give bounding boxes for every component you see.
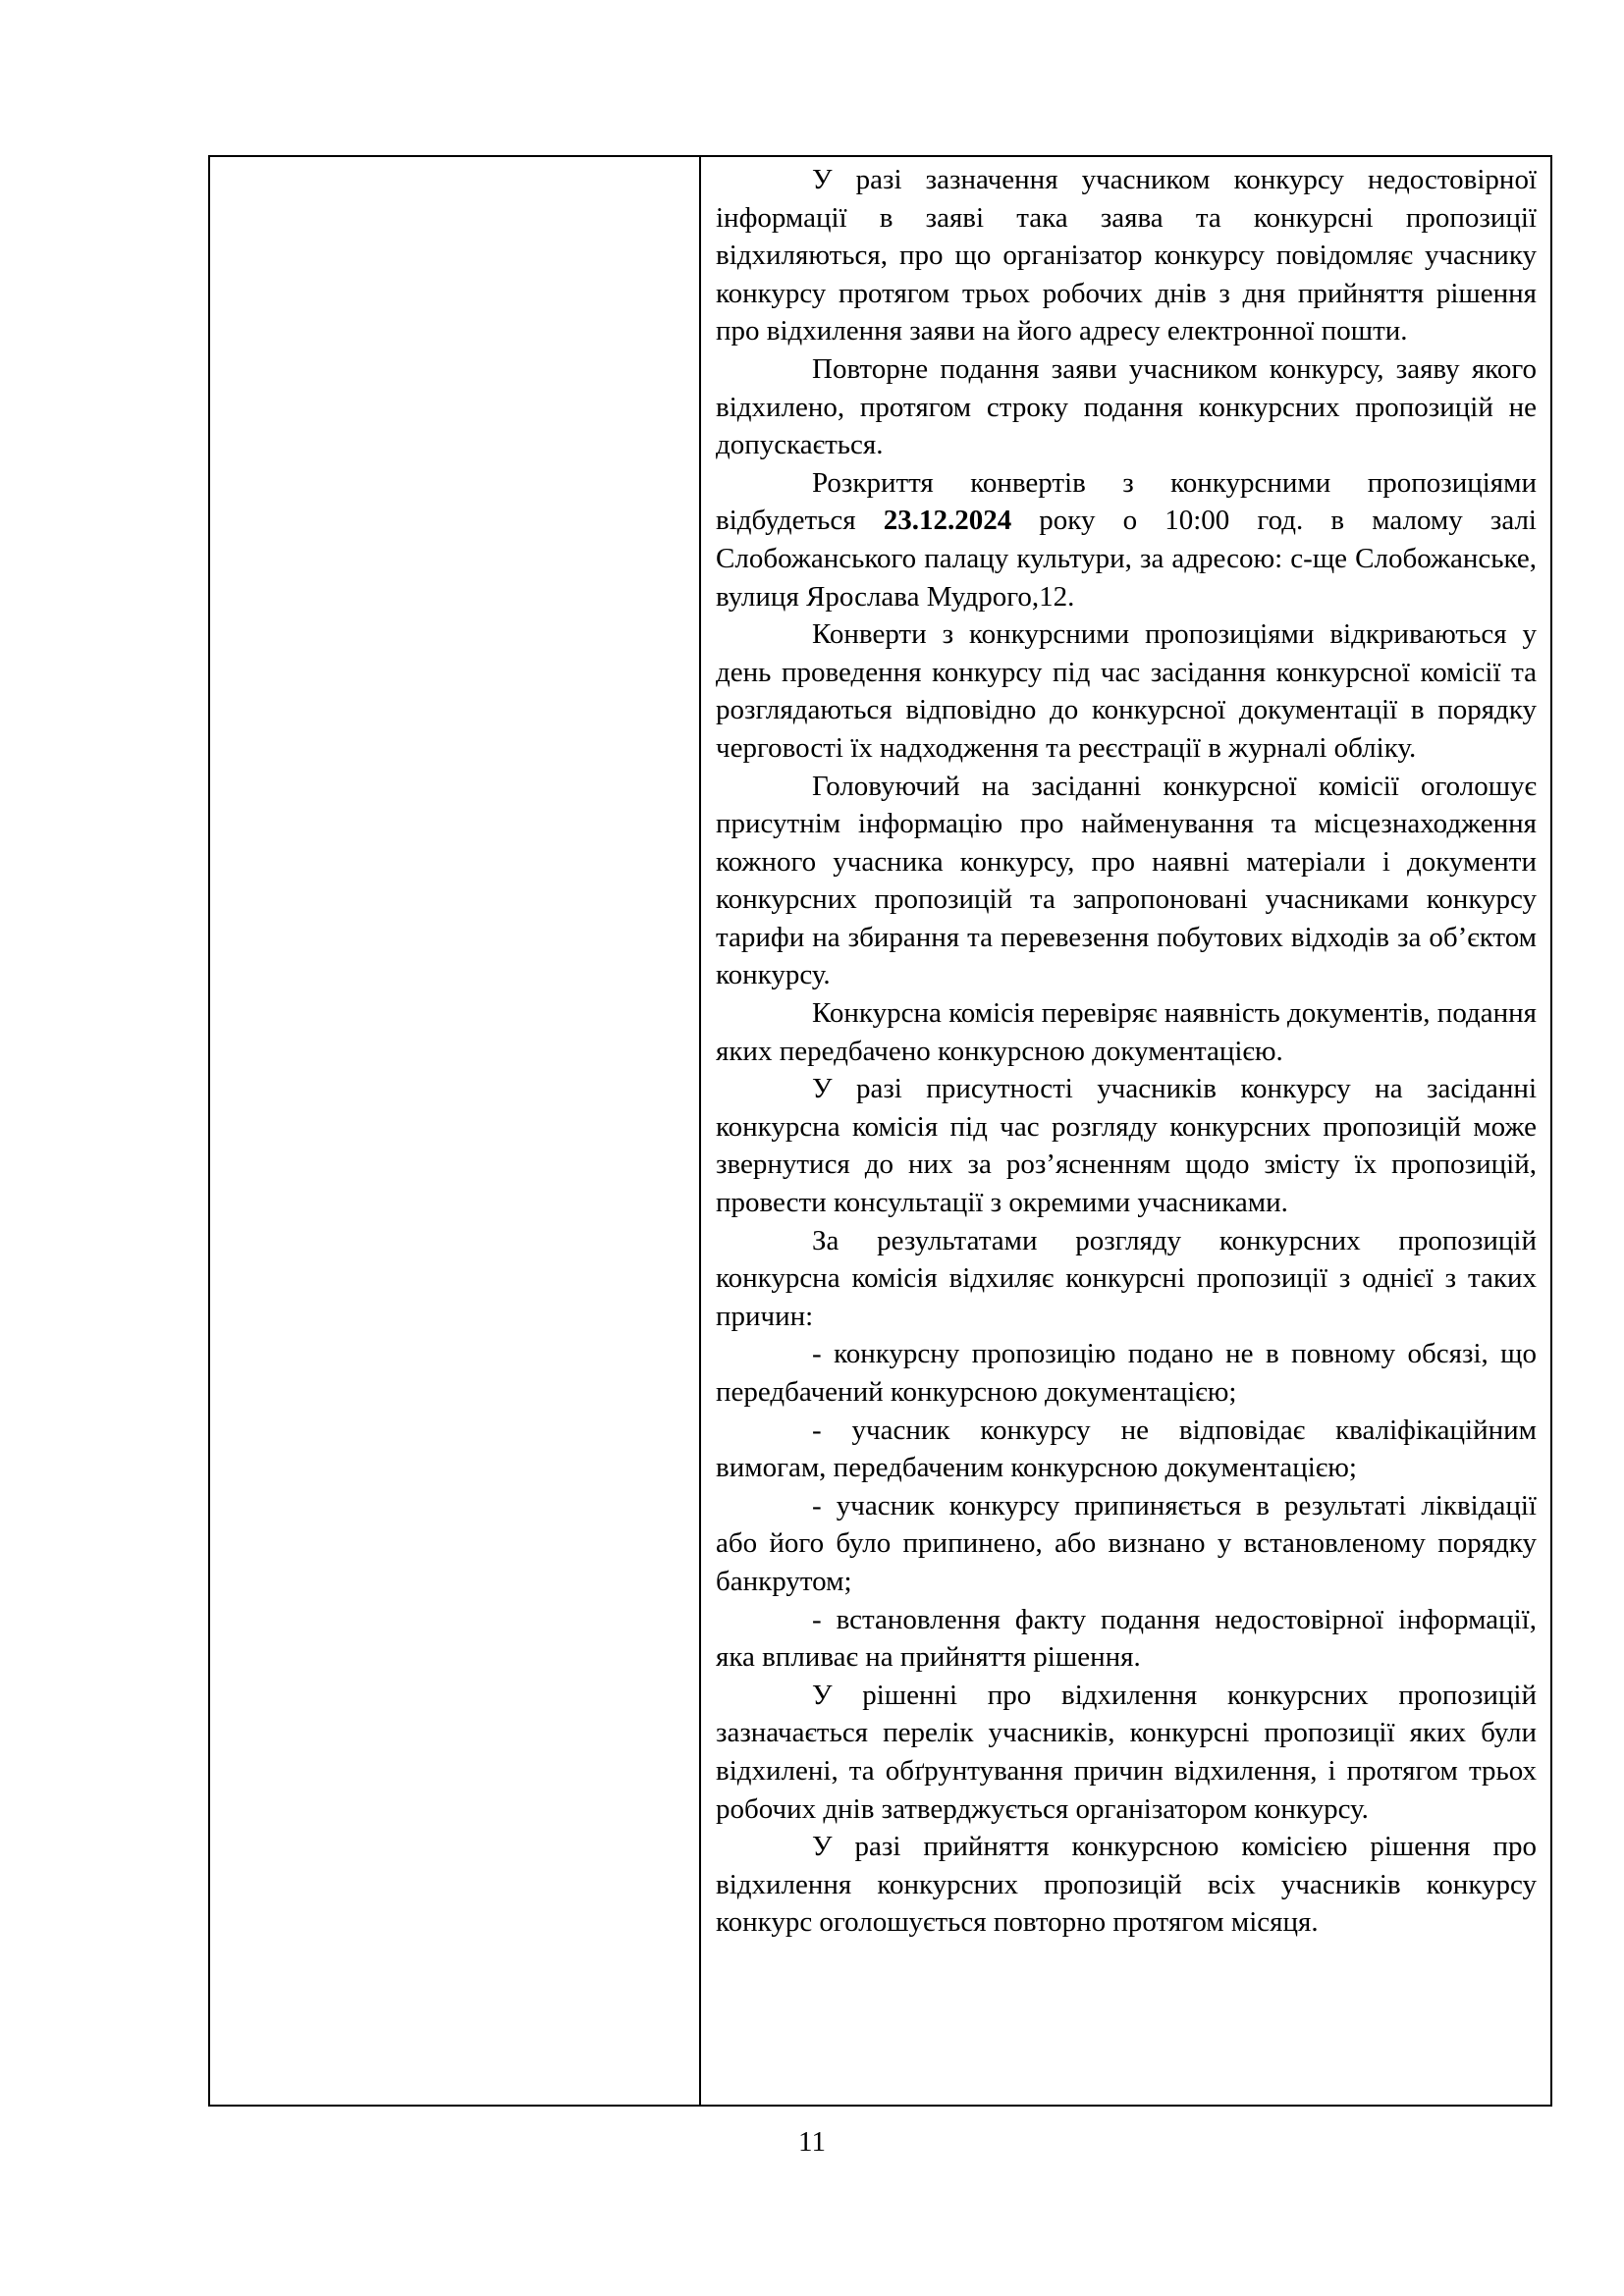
paragraph-7: У разі присутності учасників конкурсу на засіданні конкурсна комісія під час розгляду конкурсних пропозицій може звернутися до них за роз’ясненням щодо змісту їх пропозицій, провести консультації з окремими учасниками. [716,1073,1537,1219]
paragraph-4: Конверти з конкурсними пропозиціями відкриваються у день проведення конкурсу під час засідання конкурсної комісії та розглядаються відповідно до конкурсної документації в порядку черговості їх надходження та реєстрації в журналі обліку. [716,618,1537,764]
paragraph-1: У разі зазначення учасником конкурсу недостовірної інформації в заяві така заява та конкурсні пропозиції відхиляються, про що організатор конкурсу повідомляє учаснику конкурсу протягом трьох робочих днів з дня прийняття рішення про відхилення заяви на його адресу електронної пошти. [716,164,1537,347]
list-item-2: - учасник конкурсу не відповідає кваліфікаційним вимогам, передбаченим конкурсною документацією; [716,1414,1537,1484]
table-right-cell [701,157,1550,2105]
list-item-4: - встановлення факту подання недостовірної інформації, яка впливає на прийняття рішення. [716,1603,1537,1674]
table-left-cell [210,157,701,2105]
paragraph-8: За результатами розгляду конкурсних пропозицій конкурсна комісія відхиляє конкурсні пропозиції з однієї з таких причин: [716,1224,1537,1332]
list-item-1: - конкурсну пропозицію подано не в повному обсязі, що передбачений конкурсною документацією; [716,1338,1537,1408]
opening-date: 23.12.2024 [883,505,1012,537]
list-item-3: - учасник конкурсу припиняється в результаті ліквідації або його було припинено, або визнано у встановленому порядку банкрутом; [716,1489,1537,1597]
paragraph-3-after: року о 10:00 год. в малому залі Слобожанського палацу культури, за адресою: с-ще Слобожанське, вулиця Ярослава Мудрого,12. [716,505,1537,613]
paragraph-9: У рішенні про відхилення конкурсних пропозицій зазначається перелік учасників, конкурсні пропозиції яких були відхилені, та обґрунтування причин відхилення, і протягом трьох робочих днів затверджується організатором конкурсу. [716,1679,1537,1825]
document-table [208,155,1552,2107]
paragraph-5: Головуючий на засіданні конкурсної комісії оголошує присутнім інформацію про найменування та місцезнаходження кожного учасника конкурсу, про наявні матеріали і документи конкурсних пропозицій та запропоновані учасниками конкурсу тарифи на збирання та перевезення побутових відходів за об’єктом конкурсу. [716,770,1537,991]
paragraph-10: У разі прийняття конкурсною комісією рішення про відхилення конкурсних пропозицій всіх учасників конкурсу конкурс оголошується повторно протягом місяця. [716,1831,1537,1939]
page-number: 11 [798,2126,826,2158]
paragraph-2: Повторне подання заяви учасником конкурсу, заяву якого відхилено, протягом строку подання конкурсних пропозицій не допускається. [716,352,1537,461]
paragraph-3 [716,464,1537,615]
paragraph-3-before: Розкриття конвертів з конкурсними пропозиціями відбудеться [716,466,1537,537]
paragraph-6: Конкурсна комісія перевіряє наявність документів, подання яких передбачено конкурсною документацією. [716,997,1537,1067]
